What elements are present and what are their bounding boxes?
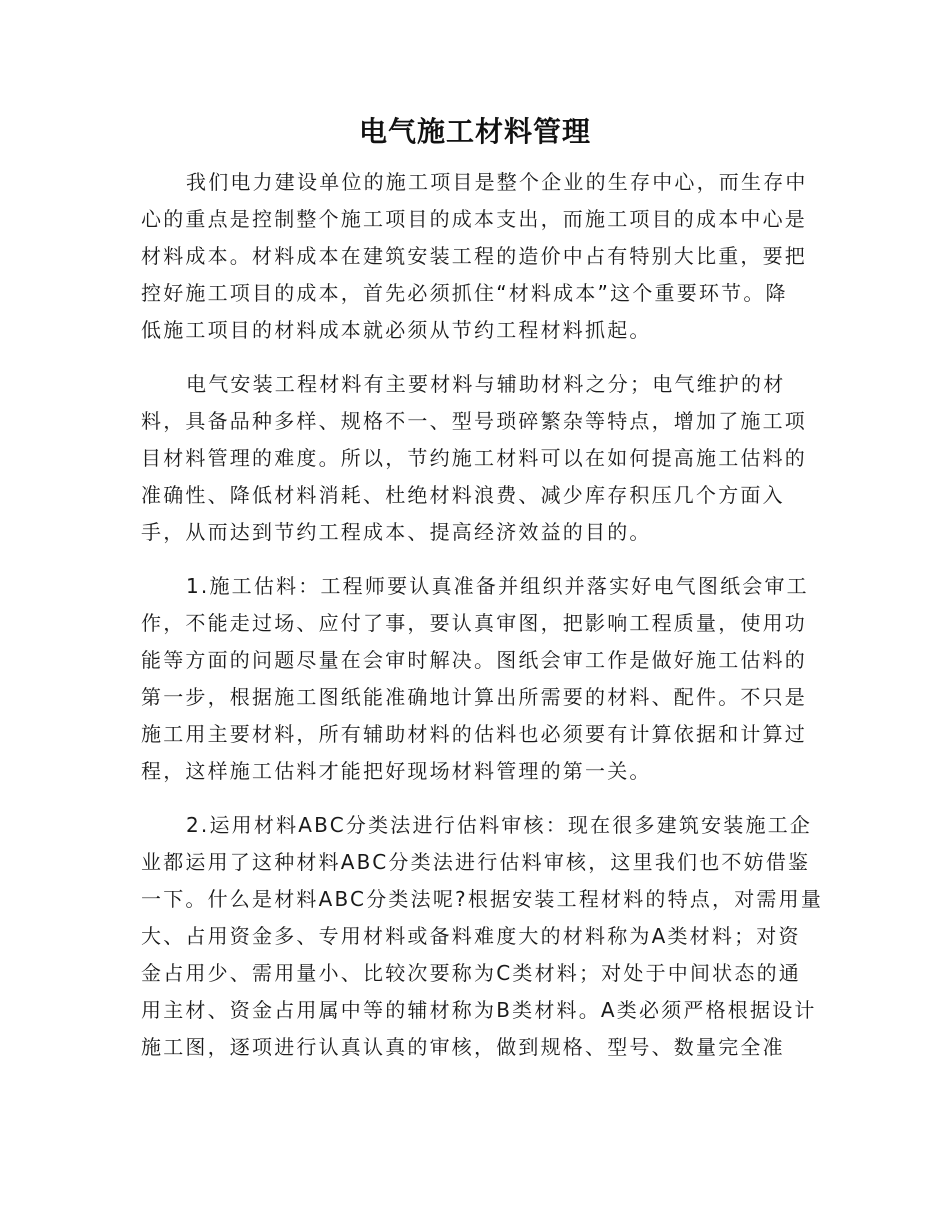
- document-title: 电气施工材料管理: [358, 115, 591, 148]
- paragraph-4-line-5: 金占用少、需用量小、比较次要称为C类材料；对处于中间状态的通: [141, 961, 801, 985]
- paragraph-4-line-1: 2.运用材料ABC分类法进行估料审核：现在很多建筑安装施工企: [186, 813, 813, 837]
- paragraph-4-line-4: 大、占用资金多、专用材料或备料难度大的材料称为A类材料；对资: [141, 924, 801, 948]
- paragraph-4-line-7: 施工图，逐项进行认真认真的审核，做到规格、型号、数量完全准: [141, 1035, 785, 1059]
- paragraph-2-line-4: 准确性、降低材料消耗、杜绝材料浪费、减少库存积压几个方面入: [141, 483, 785, 507]
- paragraph-2-line-1: 电气安装工程材料有主要材料与辅助材料之分；电气维护的材: [186, 372, 786, 396]
- paragraph-4-line-2: 业都运用了这种材料ABC分类法进行估料审核，这里我们也不妨借鉴: [141, 850, 811, 874]
- paragraph-2-line-3: 目材料管理的难度。所以，节约施工材料可以在如何提高施工估料的: [141, 446, 807, 470]
- paragraph-3-line-1: 1.施工估料：工程师要认真准备并组织并落实好电气图纸会审工: [186, 574, 809, 598]
- paragraph-1-line-1: 我们电力建设单位的施工项目是整个企业的生存中心，而生存中: [186, 170, 808, 194]
- paragraph-4-line-6: 用主材、资金占用属中等的辅材称为B类材料。A类必须严格根据设计: [141, 998, 817, 1022]
- paragraph-4-line-3: 一下。什么是材料ABC分类法呢?根据安装工程材料的特点，对需用量: [141, 887, 824, 911]
- paragraph-2-line-5: 手，从而达到节约工程成本、提高经济效益的目的。: [141, 520, 652, 544]
- paragraph-2-line-2: 料，具备品种多样、规格不一、型号琐碎繁杂等特点，增加了施工项: [141, 409, 807, 433]
- paragraph-3-line-5: 施工用主要材料，所有辅助材料的估料也必须要有计算依据和计算过: [141, 722, 807, 746]
- paragraph-1-line-5: 低施工项目的材料成本就必须从节约工程材料抓起。: [141, 318, 652, 342]
- paragraph-3-line-3: 能等方面的问题尽量在会审时解决。图纸会审工作是做好施工估料的: [141, 648, 807, 672]
- paragraph-3-line-2: 作，不能走过场、应付了事，要认真审图，把影响工程质量，使用功: [141, 611, 807, 635]
- paragraph-3-line-4: 第一步，根据施工图纸能准确地计算出所需要的材料、配件。不只是: [141, 685, 807, 709]
- paragraph-1-line-3: 材料成本。材料成本在建筑安装工程的造价中占有特别大比重，要把: [141, 244, 807, 268]
- paragraph-3-line-6: 程，这样施工估料才能把好现场材料管理的第一关。: [141, 759, 652, 783]
- paragraph-1-line-2: 心的重点是控制整个施工项目的成本支出，而施工项目的成本中心是: [141, 207, 807, 231]
- paragraph-1-line-4: 控好施工项目的成本，首先必须抓住“材料成本”这个重要环节。降: [141, 281, 788, 305]
